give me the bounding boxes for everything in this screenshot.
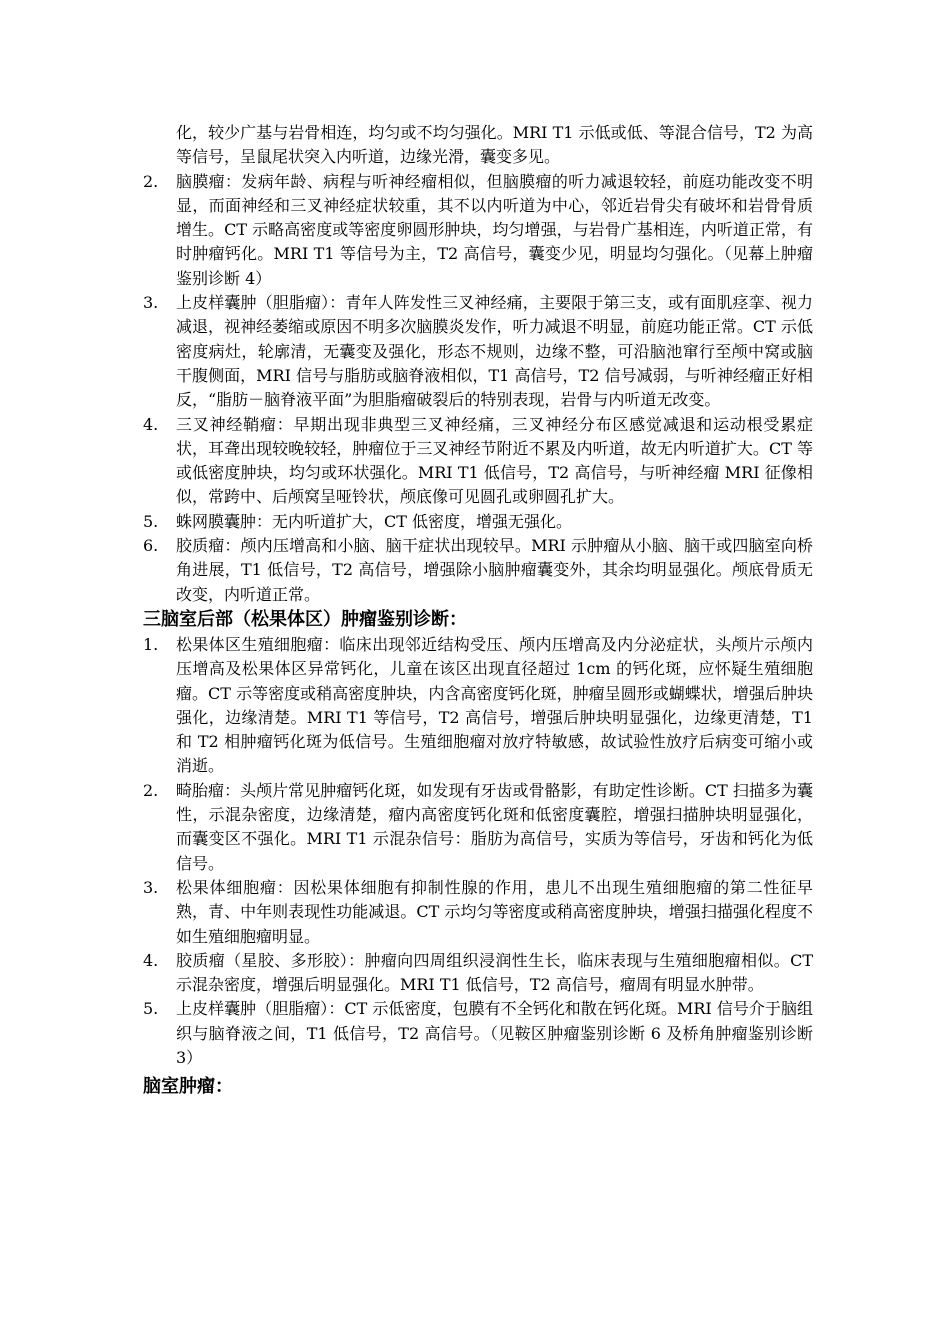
section-heading-pineal: 三脑室后部（松果体区）肿瘤鉴别诊断： xyxy=(143,608,467,630)
item-number: 2. xyxy=(143,171,159,191)
item-text: 蛛网膜囊肿：无内听道扩大，CT 低密度，增强无强化。 xyxy=(176,511,573,531)
item-text: 松果体细胞瘤：因松果体细胞有抑制性腺的作用，患儿不出现生殖细胞瘤的第二性征早熟，青、中年则表现性功能减退。CT 示均匀等密度或稍高密度肿块，增强扫描强化程度不如生殖细胞瘤明显。 xyxy=(176,877,813,946)
item-number: 3. xyxy=(143,293,159,313)
item-number: 1. xyxy=(143,634,159,654)
item-text: 松果体区生殖细胞瘤：临床出现邻近结构受压、颅内压增高及内分泌症状，头颅片示颅内压增高及松果体区异常钙化，儿童在该区出现直径超过 1cm 的钙化斑，应怀疑生殖细胞瘤。CT 示等密度或稍高密度肿块，内含高密度钙化斑，肿瘤呈圆形或蝴蝶状，增强后肿块强化，边缘清楚。MRI T1 等信号，T2 高信号，增强后肿块明显强化，边缘更清楚，T1 和 T2 相肿瘤钙化斑为低信号。生殖细胞瘤对放疗特敏感，故试验性放疗后病变可缩小或消逝。 xyxy=(176,634,813,776)
list-item xyxy=(143,170,813,291)
list-item xyxy=(143,534,813,607)
list-item xyxy=(143,510,813,534)
item-number: 4. xyxy=(143,414,159,434)
section-heading-ventricle: 脑室肿瘤： xyxy=(143,1076,233,1098)
document-page xyxy=(143,121,813,1100)
list-item xyxy=(143,291,813,412)
item-number: 4. xyxy=(143,950,159,970)
list-item xyxy=(143,997,813,1070)
list-item xyxy=(143,949,813,998)
list-item xyxy=(143,413,813,510)
pineal-list xyxy=(143,633,813,1070)
item-number: 5. xyxy=(143,999,159,1019)
item-number: 2. xyxy=(143,780,159,800)
item-number: 6. xyxy=(143,536,159,556)
item-text: 畸胎瘤：头颅片常见肿瘤钙化斑，如发现有牙齿或骨骼影，有助定性诊断。CT 扫描多为囊性，示混杂密度，边缘清楚，瘤内高密度钙化斑和低密度囊腔，增强扫描肿块明显强化，而囊变区不强化。MRI T1 示混杂信号：脂肪为高信号，实质为等信号，牙齿和钙化为低信号。 xyxy=(176,780,813,873)
item-text: 三叉神经鞘瘤：早期出现非典型三叉神经痛，三叉神经分布区感觉减退和运动根受累症状，耳聋出现较晚较轻，肿瘤位于三叉神经节附近不累及内听道，故无内听道扩大。CT 等或低密度肿块，均匀或环状强化。MRI T1 低信号，T2 高信号，与听神经瘤 MRI 征像相似，常跨中、后颅窝呈哑铃状，颅底像可见圆孔或卵圆孔扩大。 xyxy=(176,414,813,507)
item-number: 5. xyxy=(143,511,159,531)
item-text: 胶质瘤（星胶、多形胶）：肿瘤向四周组织浸润性生长，临床表现与生殖细胞瘤相似。CT 示混杂密度，增强后明显强化。MRI T1 低信号，T2 高信号，瘤周有明显水肿带。 xyxy=(176,950,813,995)
continuation-paragraph: 化，较少广基与岩骨相连，均匀或不均匀强化。MRI T1 示低或低、等混合信号，T2 为高等信号，呈鼠尾状突入内听道，边缘光滑，囊变多见。 xyxy=(176,123,813,167)
list-item xyxy=(143,633,813,779)
item-text: 上皮样囊肿（胆脂瘤）：青年人阵发性三叉神经痛，主要限于第三支，或有面肌痉挛、视力减退，视神经萎缩或原因不明多次脑膜炎发作，听力减退不明显，前庭功能正常。CT 示低密度病灶，轮廓清，无囊变及强化，形态不规则，边缘不整，可沿脑池窜行至颅中窝或脑干腹侧面，MRI 信号与脂肪或脑脊液相似，T1 高信号，T2 信号减弱，与听神经瘤正好相反，“脂肪－脑脊液平面”为胆脂瘤破裂后的特别表现，岩骨与内听道无改变。 xyxy=(176,293,813,410)
list-item xyxy=(143,876,813,949)
item-number: 3. xyxy=(143,877,159,897)
item-text: 上皮样囊肿（胆脂瘤）：CT 示低密度，包膜有不全钙化和散在钙化斑。MRI 信号介于脑组织与脑脊液之间，T1 低信号，T2 高信号。（见鞍区肿瘤鉴别诊断 6 及桥角肿瘤鉴别诊断 3） xyxy=(176,999,813,1067)
item-text: 胶质瘤：颅内压增高和小脑、脑干症状出现较早。MRI 示肿瘤从小脑、脑干或四脑室向桥角进展，T1 低信号，T2 高信号，增强除小脑肿瘤囊变外，其余均明显强化。颅底骨质无改变，内听道正常。 xyxy=(176,536,813,604)
list-item xyxy=(143,779,813,876)
item-text: 脑膜瘤：发病年龄、病程与听神经瘤相似，但脑膜瘤的听力减退较轻，前庭功能改变不明显，而面神经和三叉神经症状较重，其不以内听道为中心，邻近岩骨尖有破坏和岩骨骨质增生。CT 示略高密度或等密度卵圆形肿块，均匀增强，与岩骨广基相连，内听道正常，有时肿瘤钙化。MRI T1 等信号为主，T2 高信号，囊变少见，明显均匀强化。（见幕上肿瘤鉴别诊断 4） xyxy=(176,171,813,288)
cerebellopontine-list xyxy=(143,170,813,607)
